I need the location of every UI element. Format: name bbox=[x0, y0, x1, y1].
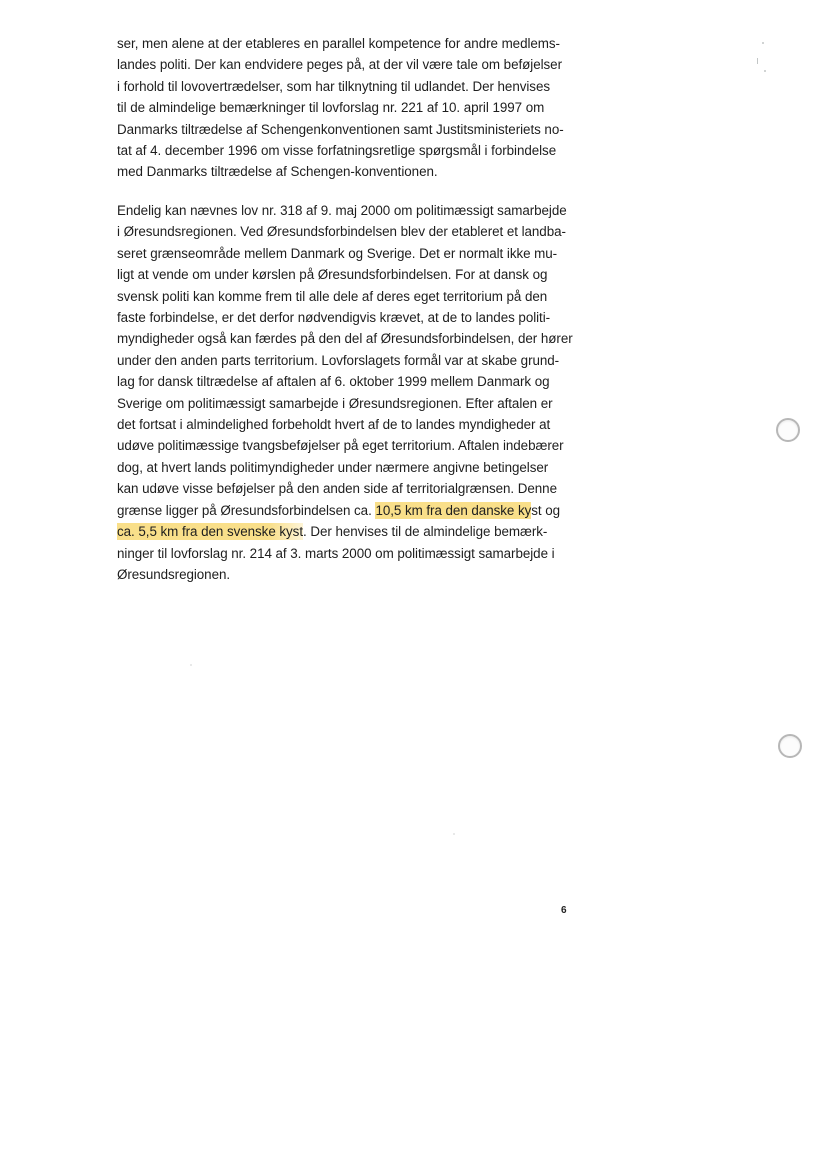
text-line: dog, at hvert lands politimyndigheder under nærmere angivne betingelser bbox=[117, 459, 549, 475]
text-segment: grænse ligger på Øresundsforbindelsen ca. bbox=[117, 502, 376, 518]
text-line: landes politi. Der kan endvidere peges på, at der vil være tale om beføjelser bbox=[117, 57, 562, 73]
text-line: tat af 4. december 1996 om visse forfatningsretlige spørgsmål i forbindelse bbox=[117, 143, 557, 159]
paragraph-1 bbox=[117, 33, 597, 183]
text-line: seret grænseområde mellem Danmark og Sverige. Det er normalt ikke mu- bbox=[117, 245, 558, 261]
text-line: ligt at vende om under kørslen på Øresundsforbindelsen. For at dansk og bbox=[117, 267, 548, 283]
text-line: Endelig kan nævnes lov nr. 318 af 9. maj 2000 om politimæssigt samarbejde bbox=[117, 203, 567, 218]
text-line: til de almindelige bemærkninger til lovforslag nr. 221 af 10. april 1997 om bbox=[117, 100, 545, 116]
text-line: myndigheder også kan færdes på den del af Øresundsforbindelsen, der hører bbox=[117, 331, 573, 347]
highlight-marker: 10,5 km fra den danske ky bbox=[375, 502, 532, 518]
page-number: 6 bbox=[561, 905, 567, 916]
text-line: det fortsat i almindelighed forbeholdt hvert af de to landes myndigheder at bbox=[117, 417, 551, 433]
text-line: faste forbindelse, er det derfor nødvendigvis krævet, at de to landes politi- bbox=[117, 310, 551, 326]
text-line: Sverige om politimæssigt samarbejde i Øresundsregionen. Efter aftalen er bbox=[117, 395, 553, 411]
text-line: kan udøve visse beføjelser på den anden side af territorialgrænsen. Denne bbox=[117, 481, 557, 497]
highlighted-text-line bbox=[117, 521, 597, 542]
text-segment: st og bbox=[531, 502, 561, 518]
text-line: Danmarks tiltrædelse af Schengenkonventionen samt Justitsministeriets no- bbox=[117, 121, 564, 137]
text-line: med Danmarks tiltrædelse af Schengen-konventionen. bbox=[117, 164, 438, 180]
text-line: ser, men alene at der etableres en parallel kompetence for andre medlems- bbox=[117, 36, 560, 51]
scan-speck bbox=[757, 58, 758, 64]
scan-speck bbox=[190, 664, 192, 666]
text-line: ninger til lovforslag nr. 214 af 3. marts 2000 om politimæssigt samarbejde i bbox=[117, 545, 555, 561]
text-line: svensk politi kan komme frem til alle dele af deres eget territorium på den bbox=[117, 288, 548, 304]
text-line: udøve politimæssige tvangsbeføjelser på eget territorium. Aftalen indebærer bbox=[117, 438, 564, 454]
scan-speck bbox=[764, 70, 766, 72]
highlighted-text-line bbox=[117, 500, 597, 521]
scan-speck bbox=[762, 42, 764, 44]
text-line: Øresundsregionen. bbox=[117, 566, 231, 582]
text-line: lag for dansk tiltrædelse af aftalen af 6. oktober 1999 mellem Danmark og bbox=[117, 374, 550, 390]
punch-hole bbox=[778, 734, 802, 758]
text-line: i forhold til lovovertrædelser, som har tilknytning til udlandet. Der henvises bbox=[117, 78, 550, 94]
text-line: under den anden parts territorium. Lovforslagets formål var at skabe grund- bbox=[117, 352, 560, 368]
paragraph-2 bbox=[117, 200, 597, 585]
punch-hole bbox=[776, 418, 800, 442]
highlight-marker: ca. 5,5 km fra den svenske kyst bbox=[117, 524, 303, 540]
text-line: i Øresundsregionen. Ved Øresundsforbindelsen blev der etableret et landba- bbox=[117, 224, 566, 240]
text-segment: . Der henvises til de almindelige bemærk- bbox=[303, 524, 548, 540]
scan-speck bbox=[453, 833, 455, 835]
